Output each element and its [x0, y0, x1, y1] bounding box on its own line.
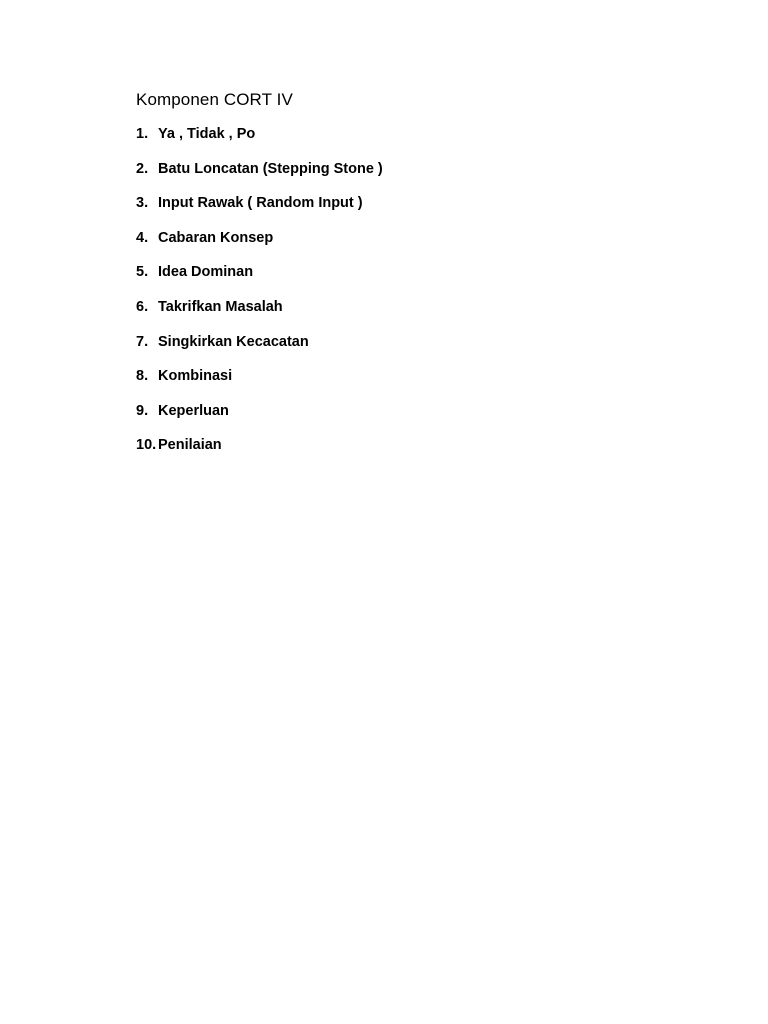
component-list: [136, 126, 383, 472]
list-item-number: 10.: [136, 437, 157, 454]
document-title: Komponen CORT IV: [136, 90, 293, 109]
list-item-number: 8.: [136, 368, 149, 385]
list-item: [136, 299, 383, 334]
list-item: [136, 195, 383, 230]
list-item: [136, 334, 383, 369]
list-item: [136, 403, 383, 438]
list-item-text: Penilaian: [158, 437, 222, 454]
list-item-text: Singkirkan Kecacatan: [158, 333, 309, 350]
list-item-number: 4.: [136, 229, 149, 246]
list-item: [136, 437, 383, 472]
list-item: [136, 368, 383, 403]
list-item-text: Cabaran Konsep: [158, 229, 274, 246]
list-item-text: Idea Dominan: [158, 264, 254, 281]
list-item-text: Kombinasi: [158, 368, 233, 385]
list-item-text: Keperluan: [158, 402, 229, 419]
list-item-text: Input Rawak ( Random Input ): [158, 195, 363, 212]
list-item-number: 2.: [136, 160, 149, 177]
list-item-text: Batu Loncatan (Stepping Stone ): [158, 160, 383, 177]
list-item: [136, 264, 383, 299]
list-item-number: 6.: [136, 298, 149, 315]
list-item-number: 3.: [136, 195, 149, 212]
list-item-number: 5.: [136, 264, 149, 281]
list-item: [136, 230, 383, 265]
list-item-text: Takrifkan Masalah: [158, 298, 283, 315]
list-item-text: Ya , Tidak , Po: [158, 126, 256, 142]
list-item-number: 1.: [136, 126, 149, 142]
list-item: [136, 126, 383, 161]
list-item-number: 9.: [136, 402, 149, 419]
list-item: [136, 161, 383, 196]
list-item-number: 7.: [136, 333, 149, 350]
